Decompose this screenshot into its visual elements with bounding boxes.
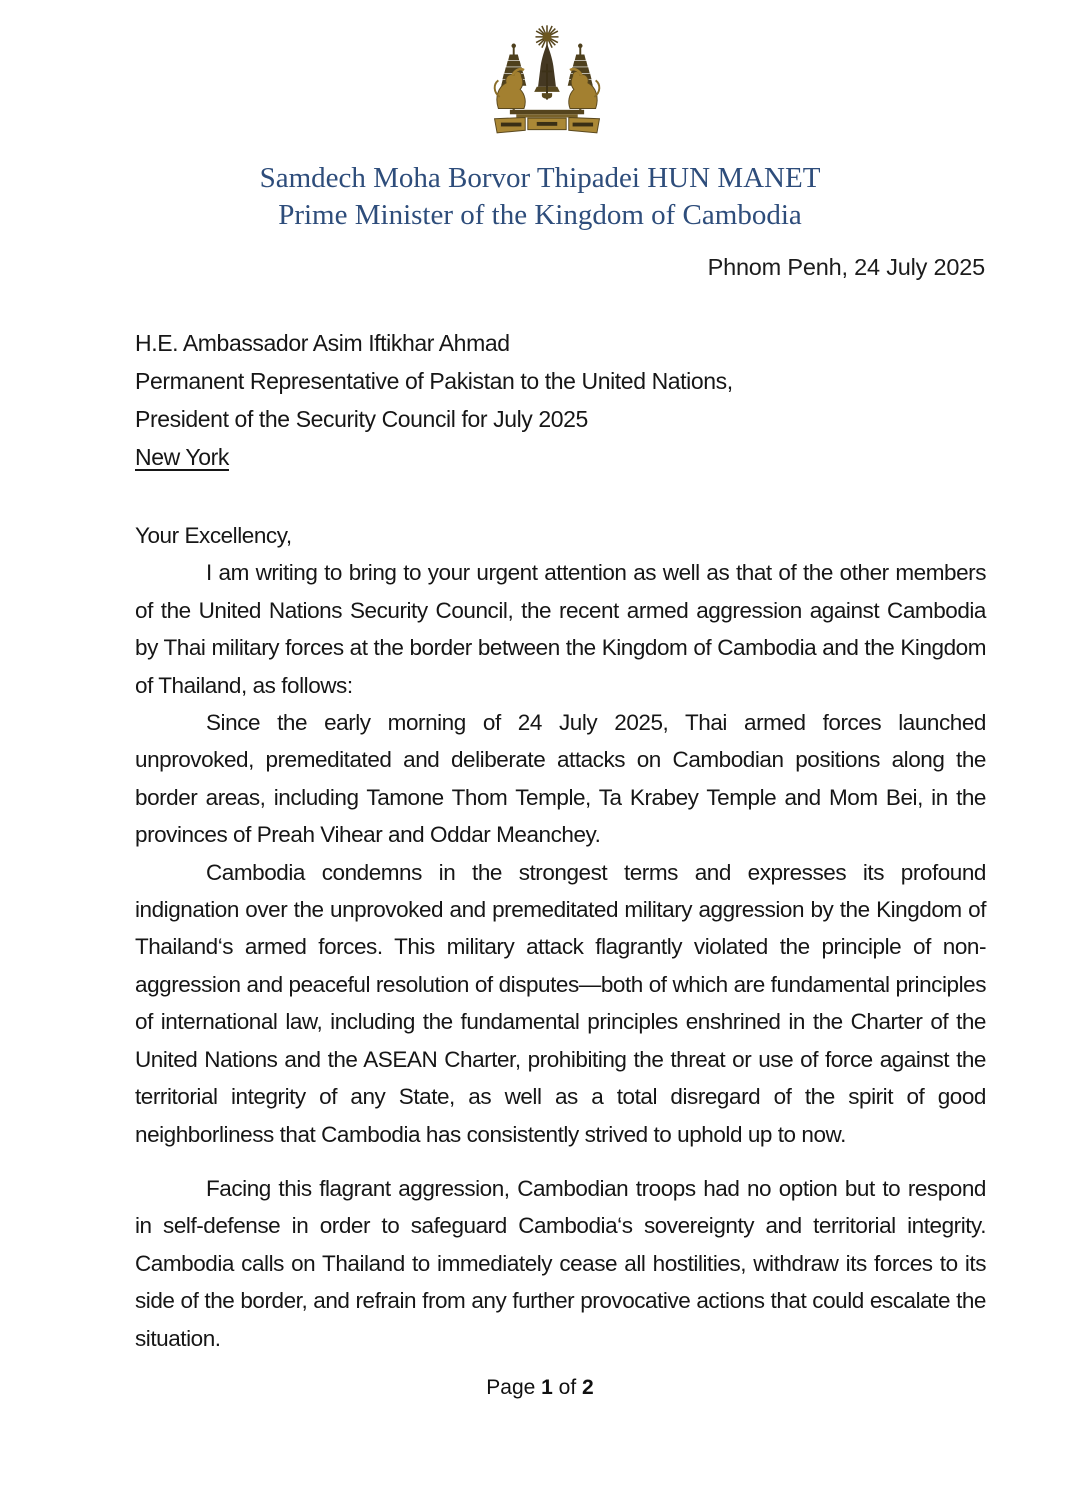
footer-middle: of: [552, 1376, 583, 1399]
sender-title: Prime Minister of the Kingdom of Cambodia: [278, 199, 802, 231]
recipient-title-2: President of the Security Council for July 2025: [135, 406, 588, 432]
footer-total-pages: 2: [582, 1376, 594, 1399]
lion-supporter-left: [495, 69, 526, 108]
paragraph-1: I am writing to bring to your urgent attention as well as that of the other members of the United Nations Security Council, the recent armed aggression against Cambodia by Thai military forces at the border between the Kingdom of Cambodia and the Kingdom of Thailand, as follows:: [135, 560, 986, 698]
letterhead: [0, 160, 1080, 234]
page-footer: [0, 1376, 1080, 1400]
lion-supporter-right: [569, 69, 600, 108]
sender-name: Samdech Moha Borvor Thipadei HUN MANET: [259, 162, 821, 194]
letter-body: [135, 517, 986, 1357]
salutation: Your Excellency,: [135, 523, 292, 548]
recipient-title-1: Permanent Representative of Pakistan to the United Nations,: [135, 368, 733, 394]
recipient-city: New York: [135, 444, 229, 470]
royal-arms-of-cambodia-icon: [483, 20, 611, 142]
paragraph-4: Facing this flagrant aggression, Cambodian troops had no option but to respond in self-defense in order to safeguard Cambodia‘s sovereignty and territorial integrity. Cambodia calls on Thailand to immediately cease all hostilities, withdraw its forces to its side of the border, and refrain from any further provocative actions that could escalate the situation.: [135, 1175, 986, 1351]
paragraph-3: Cambodia condemns in the strongest terms and expresses its profound indignation over the unprovoked and premeditated military aggression by the Kingdom of Thailand‘s armed forces. This military attack flagrantly violated the principle of non-aggression and peaceful resolution of disputes—both of which are fundamental principles of international law, including the fundamental principles enshrined in the Charter of the United Nations and the ASEAN Charter, prohibiting the threat or use of force against the territorial integrity of any State, as well as a total disregard of the spirit of good neighborliness that Cambodia has consistently strived to uphold up to now.: [135, 859, 986, 1147]
recipient-name: H.E. Ambassador Asim Iftikhar Ahmad: [135, 330, 510, 356]
letterhead-emblem: [0, 20, 1080, 147]
footer-prefix: Page: [486, 1376, 542, 1399]
recipient-block: [135, 324, 733, 476]
dateline: Phnom Penh, 24 July 2025: [707, 254, 985, 280]
paragraph-2: Since the early morning of 24 July 2025, Thai armed forces launched unprovoked, premeditated and deliberate attacks on Cambodian positions along the border areas, including Tamone Thom Temple, Ta Krabey Temple and Mom Bei, in the provinces of Preah Vihear and Oddar Meanchey.: [135, 710, 986, 848]
footer-page-number: 1: [541, 1376, 553, 1399]
